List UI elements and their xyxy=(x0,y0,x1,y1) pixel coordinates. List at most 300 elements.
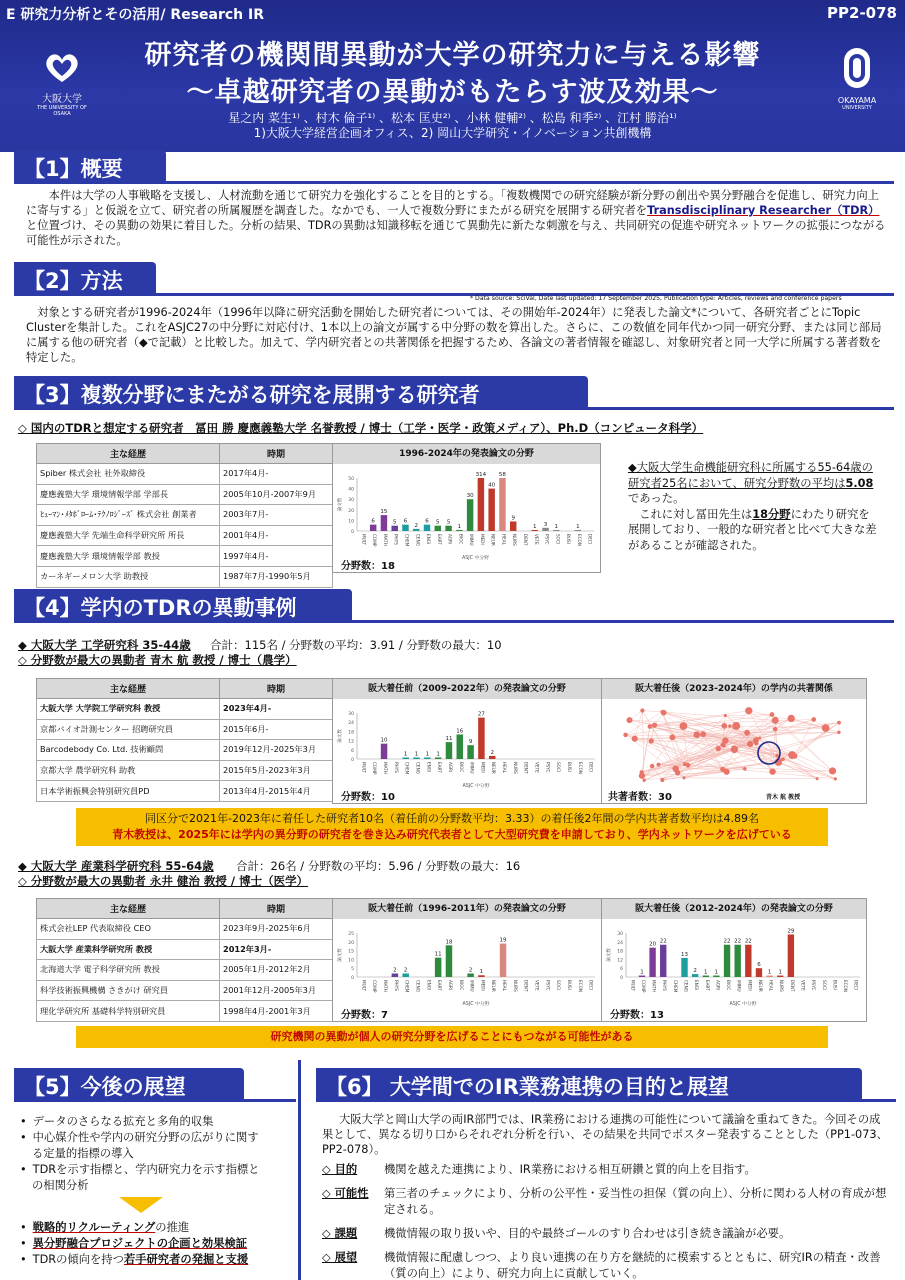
poster-header xyxy=(0,0,905,152)
bar-value-label: 1 xyxy=(576,523,580,530)
bar-value-label: 2 xyxy=(414,522,418,529)
bar xyxy=(457,734,463,759)
case1-head: ◆ 大阪大学 工学研究科 35-44歳 xyxy=(18,638,191,652)
outcome-1-tail: の推進 xyxy=(155,1221,190,1234)
network-edge xyxy=(773,771,833,772)
x-tick-label: CENG xyxy=(415,534,421,546)
x-tick-label: NURS xyxy=(512,980,518,992)
case1-career-table xyxy=(36,678,333,802)
network-node xyxy=(770,712,775,717)
bar xyxy=(478,975,484,977)
x-tick-label: NEUR xyxy=(491,762,497,774)
y-tick-label: 10 xyxy=(348,519,354,525)
case2-head: ◆ 大阪大学 産業科学研究科 55-64歳 xyxy=(18,859,214,873)
network-node xyxy=(724,714,727,717)
bar-value-label: 3 xyxy=(543,521,548,528)
x-axis-label: ASJC 中分野 xyxy=(462,1002,490,1007)
case2-chart-a-panel xyxy=(332,898,602,1022)
period-cell: 1998年4月-2001年3月 xyxy=(220,1001,333,1022)
x-tick-label: MATH xyxy=(383,980,389,992)
bar xyxy=(446,945,452,977)
network-node xyxy=(743,767,747,771)
bar-value-label: 1 xyxy=(533,523,537,530)
network-node xyxy=(722,737,728,743)
x-tick-label: ENGI xyxy=(426,980,432,991)
case1-person: ◇ 分野数が最大の異動者 青木 航 教授 / 博士（農学） xyxy=(18,653,297,667)
x-axis-label: ASJC 中分野 xyxy=(461,556,490,561)
y-tick-label: 18 xyxy=(617,949,623,955)
network-node xyxy=(660,710,663,713)
bar-value-label: 11 xyxy=(445,736,453,743)
x-tick-label: COMP xyxy=(372,762,378,775)
career-cell: 京都バイオ計測センター 招聘研究員 xyxy=(37,719,220,740)
x-tick-label: DENT xyxy=(523,980,529,992)
network-node xyxy=(648,724,653,729)
network-node xyxy=(747,741,753,747)
y-tick-label: 6 xyxy=(620,967,623,973)
authors: 星之内 菜生¹⁾ 、村木 倫子¹⁾ 、松本 匡史²⁾ 、小林 健輔²⁾ 、松島 和季²⁾ 、江村 勝治¹⁾ xyxy=(228,111,677,125)
case1-coauthor-count: 共著者数：30 xyxy=(608,792,672,803)
case2-count-a: 分野数：7 xyxy=(341,1010,388,1021)
section-5-title: 【5】今後の展望 xyxy=(14,1068,244,1102)
bar xyxy=(467,973,473,977)
bar xyxy=(413,757,419,759)
x-tick-label: CENG xyxy=(415,762,421,774)
network-edge xyxy=(635,739,724,746)
x-tick-label: ECON xyxy=(576,534,582,546)
s1-body-a: 本件は大学の人事戦略を支援し、人材流動を通じて研究力を強化することを目的とする。「複数機関での研究経験が新分野の創出や異分野融合を促進し、研究力向上に寄与する」と仮説を立て、研究者の所属履歴を調査した。なかでも、一人で複数分野にまたがる研究を展開する研究者を xyxy=(26,189,879,217)
career-cell: 日本学術振興会特別研究員PD xyxy=(37,781,220,802)
network-edge xyxy=(684,778,817,779)
s6-item-label: ◇ 展望 xyxy=(322,1251,358,1264)
x-tick-label: COMP xyxy=(640,980,646,993)
s3-chart-title: 1996-2024年の発表論文の分野 xyxy=(333,444,600,464)
bar xyxy=(413,529,419,531)
table-row xyxy=(37,740,333,761)
y-axis-label: 論文数 xyxy=(338,729,343,743)
table-row xyxy=(37,699,333,720)
case2-before-chart xyxy=(335,921,601,1007)
bar xyxy=(542,528,548,531)
table-row xyxy=(37,546,333,567)
plan-item: • TDRを示す指標と、学内研究力を示す指標との相関分析 xyxy=(18,1162,268,1194)
bar-value-label: 314 xyxy=(475,472,487,478)
x-tick-label: HEAL xyxy=(501,534,507,545)
x-tick-label: EART xyxy=(437,980,443,991)
bar-value-label: 2 xyxy=(403,967,408,974)
x-tick-label: VETE xyxy=(534,980,540,991)
network-node xyxy=(652,722,657,727)
network-node xyxy=(650,764,654,768)
plan-item: • データのさらなる拡充と多角的収集 xyxy=(18,1114,268,1130)
bar-value-label: 6 xyxy=(757,962,761,969)
s3-side-a: ◆大阪大学生命機能研究科に所属する55-64歳の研究者25名において、研究分野数の平均は xyxy=(628,461,873,490)
section-4-rule xyxy=(14,620,894,623)
bar-value-label: 9 xyxy=(468,739,473,746)
s6-item-text: 第三者のチェックにより、分析の公平性・妥当性の担保（質の向上）、分析に関わる人材の育成が想定される。 xyxy=(384,1187,887,1216)
category-label: E 研究力分析とその活用/ Research IR xyxy=(6,7,265,23)
bar xyxy=(456,530,462,531)
x-tick-label: NEUR xyxy=(491,980,497,992)
x-tick-label: PHYS xyxy=(393,762,399,773)
bar-value-label: 1 xyxy=(554,523,559,530)
y-tick-label: 5 xyxy=(351,967,354,973)
section-3-title: 【3】複数分野にまたがる研究を展開する研究者 xyxy=(14,376,588,410)
bar-value-label: 15 xyxy=(380,509,388,516)
case2-career-table xyxy=(36,898,333,1022)
career-cell: 株式会社LEP 代表取締役 CEO xyxy=(37,919,220,940)
osaka-logo-name: 大阪大学 xyxy=(42,94,82,105)
bar-value-label: 1 xyxy=(778,969,782,976)
case1-banner xyxy=(76,808,828,846)
y-axis-label: 論文数 xyxy=(607,948,612,962)
case1-network-title: 阪大着任後（2023-2024年）の学内の共著関係 xyxy=(602,679,866,699)
career-cell: 慶應義塾大学 環境情報学部 学部長 xyxy=(37,484,220,505)
s5-plan-list xyxy=(18,1114,268,1194)
x-tick-label: DENT xyxy=(523,762,529,774)
x-tick-label: DECI xyxy=(587,534,593,545)
network-node xyxy=(754,740,759,745)
y-tick-label: 0 xyxy=(620,976,623,981)
s3-side-b: であった。 xyxy=(628,492,685,505)
network-node xyxy=(769,768,775,774)
bar-value-label: 1 xyxy=(425,751,430,758)
x-tick-label: MULT xyxy=(361,534,367,545)
period-cell: 2012年3月- xyxy=(220,939,333,960)
case2-person: ◇ 分野数が最大の異動者 永井 健治 教授 / 博士（医学） xyxy=(18,874,309,888)
plan-item: • 中心媒介性や学内の研究分野の広がりに関する定量的指標の導入 xyxy=(18,1130,268,1162)
network-node xyxy=(669,734,675,740)
bar-value-label: 19 xyxy=(499,937,507,944)
section-1-rule xyxy=(14,181,894,184)
x-tick-label: SOCI xyxy=(821,980,827,991)
x-tick-label: HEAL xyxy=(502,980,508,991)
network-node xyxy=(829,767,836,774)
x-tick-label: AGRI xyxy=(715,980,721,991)
case1-chart-panel xyxy=(332,678,602,804)
case2-col-period: 時期 xyxy=(220,899,333,919)
period-cell: 1997年4月- xyxy=(220,546,333,567)
bar xyxy=(649,948,655,977)
table-row xyxy=(37,960,333,981)
bar xyxy=(660,945,666,977)
network-node xyxy=(660,778,664,782)
bar xyxy=(478,478,484,531)
network-node xyxy=(731,746,738,753)
period-cell: 2003年7月- xyxy=(220,505,333,526)
career-cell: ﾋｭｰﾏﾝ･ﾒﾀﾎﾞﾛｰﾑ･ﾃｸﾉﾛｼﾞｰｽﾞ 株式会社 創業者 xyxy=(37,505,220,526)
y-tick-label: 12 xyxy=(617,958,623,964)
career-cell: カーネギーメロン大学 助教授 xyxy=(37,566,220,587)
x-tick-label: MULT xyxy=(630,980,636,991)
x-axis-label: ASJC 中分野 xyxy=(462,784,490,789)
x-tick-label: COMP xyxy=(372,980,378,993)
bar-value-label: 1 xyxy=(640,969,644,976)
career-cell: 慶應義塾大学 先端生命科学研究所 所長 xyxy=(37,525,220,546)
x-tick-label: HEAL xyxy=(502,762,508,773)
affiliations: 1)大阪大学経営企画オフィス、2) 岡山大学研究・イノベーション共創機構 xyxy=(253,126,652,140)
y-tick-label: 50 xyxy=(348,477,354,482)
table-row xyxy=(37,919,333,940)
case2-count-b: 分野数：13 xyxy=(610,1010,664,1021)
okayama-logo-icon xyxy=(842,46,872,90)
tdr-term: Transdisciplinary Researcher（TDR） xyxy=(647,204,880,217)
y-tick-label: 30 xyxy=(348,498,354,504)
s3-side-text xyxy=(628,460,878,553)
bar-value-label: 18 xyxy=(445,939,453,946)
table-row xyxy=(37,939,333,960)
section-5-rule xyxy=(14,1099,296,1102)
s6-item-text: 機関を越えた連携により、IR業務における相互研鑽と質的向上を目指す。 xyxy=(384,1163,756,1176)
case2-after-chart xyxy=(604,921,866,1007)
bar-value-label: 1 xyxy=(704,969,708,976)
y-tick-label: 20 xyxy=(348,508,354,514)
banner1-line-a: 同区分で2021年-2023年に着任した研究者10名（着任前の分野数平均：3.33）の着任後2年間の学内共著者数平均は4.89名 xyxy=(145,812,759,825)
bar xyxy=(489,756,495,759)
y-axis-label: 論文数 xyxy=(338,497,343,512)
case1-chart-title: 阪大着任前（2009-2022年）の発表論文の分野 xyxy=(333,679,601,699)
x-tick-label: CHEM xyxy=(404,762,410,775)
x-tick-label: PSYC xyxy=(811,980,817,991)
bar-value-label: 11 xyxy=(434,951,442,958)
bar-value-label: 22 xyxy=(659,938,667,945)
x-tick-label: IMMU xyxy=(469,980,475,992)
x-tick-label: SOCI xyxy=(555,534,561,545)
x-tick-label: BIOC xyxy=(458,762,464,773)
period-cell: 1987年7月-1990年5月 xyxy=(220,566,333,587)
x-tick-label: MEDI xyxy=(480,762,486,773)
bar xyxy=(424,757,430,759)
x-tick-label: CENG xyxy=(683,980,689,992)
period-cell: 2015年5月-2023年3月 xyxy=(220,760,333,781)
period-cell: 2023年4月- xyxy=(220,699,333,720)
bar-value-label: 5 xyxy=(446,519,451,526)
column-divider xyxy=(298,1060,301,1280)
bar xyxy=(703,976,709,977)
case1-col-career: 主な経歴 xyxy=(37,679,220,699)
bar-value-label: 5 xyxy=(392,519,397,526)
bar xyxy=(745,945,751,977)
x-tick-label: IMMU xyxy=(469,762,475,774)
bar xyxy=(766,976,772,977)
network-node xyxy=(680,722,688,730)
bar xyxy=(510,521,516,531)
x-tick-label: DENT xyxy=(522,534,528,546)
y-tick-label: 0 xyxy=(351,758,354,763)
table-row xyxy=(37,484,333,505)
section-2-title: 【2】方法 xyxy=(14,262,156,296)
x-tick-label: MEDI xyxy=(479,534,485,545)
network-node xyxy=(682,776,685,779)
x-tick-label: DECI xyxy=(588,762,594,773)
career-cell: 京都大学 農学研究科 助教 xyxy=(37,760,220,781)
x-tick-label: CHEM xyxy=(404,534,410,547)
x-tick-label: CENG xyxy=(415,980,421,992)
table-row xyxy=(37,525,333,546)
col-header-career: 主な経歴 xyxy=(37,444,220,464)
bar xyxy=(446,742,452,759)
x-tick-label: ECON xyxy=(577,762,583,774)
section-6-rule xyxy=(316,1099,896,1102)
network-node xyxy=(787,715,794,722)
period-cell: 2001年12月-2005年3月 xyxy=(220,980,333,1001)
x-tick-label: CHEM xyxy=(404,980,410,993)
table-row xyxy=(37,980,333,1001)
y-tick-label: 15 xyxy=(348,949,354,955)
bar xyxy=(435,958,441,977)
x-tick-label: VETE xyxy=(800,980,806,991)
outcome-3-key: 若手研究者の発掘と支援 xyxy=(123,1253,249,1266)
network-node xyxy=(772,717,779,724)
outcome-1 xyxy=(18,1220,293,1236)
bar-value-label: 1 xyxy=(457,523,462,530)
bar-value-label: 1 xyxy=(479,969,484,976)
bar xyxy=(370,525,376,531)
section-1-body xyxy=(26,188,890,248)
career-cell: Barcodebody Co. Ltd. 技術顧問 xyxy=(37,740,220,761)
network-node xyxy=(716,746,721,751)
network-node xyxy=(640,708,644,712)
y-axis-label: 論文数 xyxy=(338,948,343,962)
data-source-note: * Data source: SciVal, Date last updated: 17 September 2025, Publication type: Articles, reviews and conference papers xyxy=(470,295,842,302)
s6-item-label: ◇ 可能性 xyxy=(322,1187,369,1200)
outcome-2-key: 異分野融合プロジェクトの企画と効果検証 xyxy=(32,1237,248,1250)
case2-chart-b-panel xyxy=(601,898,867,1022)
bar xyxy=(467,499,473,531)
table-row xyxy=(37,1001,333,1022)
table-row xyxy=(37,781,333,802)
bar xyxy=(788,934,794,977)
network-node xyxy=(649,738,654,743)
case2-chart-b-title: 阪大着任後（2012-2024年）の発表論文の分野 xyxy=(602,899,866,919)
x-tick-label: BIOC xyxy=(726,980,732,991)
x-tick-label: NURS xyxy=(512,762,518,774)
bar-value-label: 1 xyxy=(436,751,440,758)
x-tick-label: COMP xyxy=(372,534,378,547)
bar xyxy=(692,974,698,977)
period-cell: 2019年12月-2025年3月 xyxy=(220,740,333,761)
bar xyxy=(381,515,387,531)
bar-value-label: 5 xyxy=(436,519,440,526)
bar xyxy=(734,945,740,977)
table-row xyxy=(37,464,333,485)
outcome-3-head: TDRの傾向を持つ xyxy=(32,1253,124,1266)
case1-field-count: 分野数：10 xyxy=(341,792,395,803)
career-cell: 科学技術振興機構 さきがけ 研究員 xyxy=(37,980,220,1001)
network-node xyxy=(822,724,830,732)
bar-value-label: 58 xyxy=(498,472,506,478)
s3-side-n: 18分野 xyxy=(752,507,791,521)
period-cell: 2017年4月- xyxy=(220,464,333,485)
network-node xyxy=(627,717,633,723)
s3-chart-panel xyxy=(332,443,601,573)
bar-value-label: 27 xyxy=(477,711,485,718)
outcome-3 xyxy=(18,1252,293,1268)
y-tick-label: 30 xyxy=(617,932,623,937)
period-cell: 2015年6月- xyxy=(220,719,333,740)
col-header-period: 時期 xyxy=(220,444,333,464)
case2-col-career: 主な経歴 xyxy=(37,899,220,919)
network-node xyxy=(781,757,785,761)
bar-value-label: 6 xyxy=(403,518,408,525)
network-node xyxy=(788,751,796,759)
bar-value-label: 1 xyxy=(403,751,408,758)
network-node xyxy=(724,769,730,775)
y-tick-label: 0 xyxy=(351,530,354,535)
bar-value-label: 16 xyxy=(456,728,464,735)
y-tick-label: 30 xyxy=(348,712,354,717)
table-row xyxy=(37,719,333,740)
bar xyxy=(681,958,687,977)
x-tick-label: AGRI xyxy=(447,762,453,773)
network-node xyxy=(693,731,700,738)
x-tick-label: MULT xyxy=(361,980,367,991)
bar-value-label: 2 xyxy=(693,968,697,975)
bar-value-label: 2 xyxy=(393,967,397,974)
x-tick-label: NEUR xyxy=(757,980,763,992)
x-tick-label: SOCI xyxy=(556,762,562,773)
bar xyxy=(488,489,494,531)
network-node xyxy=(728,724,731,727)
s6-item xyxy=(322,1226,888,1242)
network-node xyxy=(657,763,661,767)
bar xyxy=(639,976,645,977)
x-tick-label: VETE xyxy=(533,534,539,545)
x-tick-label: NURS xyxy=(779,980,785,992)
period-cell: 2005年1月-2012年2月 xyxy=(220,960,333,981)
poster-code: PP2-078 xyxy=(827,4,897,22)
period-cell: 2013年4月-2015年4月 xyxy=(220,781,333,802)
x-tick-label: MATH xyxy=(651,980,657,992)
x-tick-label: AGRI xyxy=(447,534,453,545)
x-tick-label: EART xyxy=(437,762,443,773)
bar xyxy=(467,745,473,759)
case2-banner: 研究機関の異動が個人の研究分野を広げることにもつながる可能性がある xyxy=(76,1026,828,1048)
x-tick-label: PHYS xyxy=(662,980,668,991)
bar xyxy=(402,757,408,759)
x-tick-label: VETE xyxy=(534,762,540,773)
network-node xyxy=(732,722,740,730)
x-tick-label: BUSI xyxy=(566,534,572,544)
bar-value-label: 40 xyxy=(488,482,496,489)
section-4-title: 【4】学内のTDRの異動事例 xyxy=(14,589,352,623)
bar-value-label: 29 xyxy=(787,928,795,935)
y-tick-label: 6 xyxy=(351,748,354,754)
s3-side-c: これに対し冨田先生は xyxy=(639,507,753,521)
s5-outcome-list xyxy=(18,1220,293,1268)
career-cell: 理化学研究所 基礎科学特別研究員 xyxy=(37,1001,220,1022)
bar-value-label: 9 xyxy=(511,515,515,522)
x-tick-label: PHYS xyxy=(393,980,399,991)
career-cell: 慶應義塾大学 環境情報学部 教授 xyxy=(37,546,220,567)
career-cell: 大阪大学 大学院工学研究科 教授 xyxy=(37,699,220,720)
s3-side-d: にわたり研究を展開しており、一般的な研究者と比べて大きな差があることが確認された。 xyxy=(628,507,877,552)
s6-item-label: ◇ 目的 xyxy=(322,1163,358,1176)
bar-value-label: 10 xyxy=(380,737,388,744)
network-node xyxy=(632,736,638,742)
period-cell: 2005年10月-2007年9月 xyxy=(220,484,333,505)
bar xyxy=(724,945,730,977)
section-6-title: 【6】 大学間でのIR業務連携の目的と展望 xyxy=(316,1068,862,1102)
bar xyxy=(500,944,506,977)
x-tick-label: ENGI xyxy=(426,762,432,773)
x-tick-label: BUSI xyxy=(566,980,572,990)
x-tick-label: NURS xyxy=(512,534,518,546)
y-tick-label: 24 xyxy=(348,721,354,727)
bar-value-label: 13 xyxy=(681,951,688,958)
case1-stats: 合計：115名 / 分野数の平均：3.91 / 分野数の最大：10 xyxy=(210,638,502,652)
y-tick-label: 24 xyxy=(617,940,623,946)
